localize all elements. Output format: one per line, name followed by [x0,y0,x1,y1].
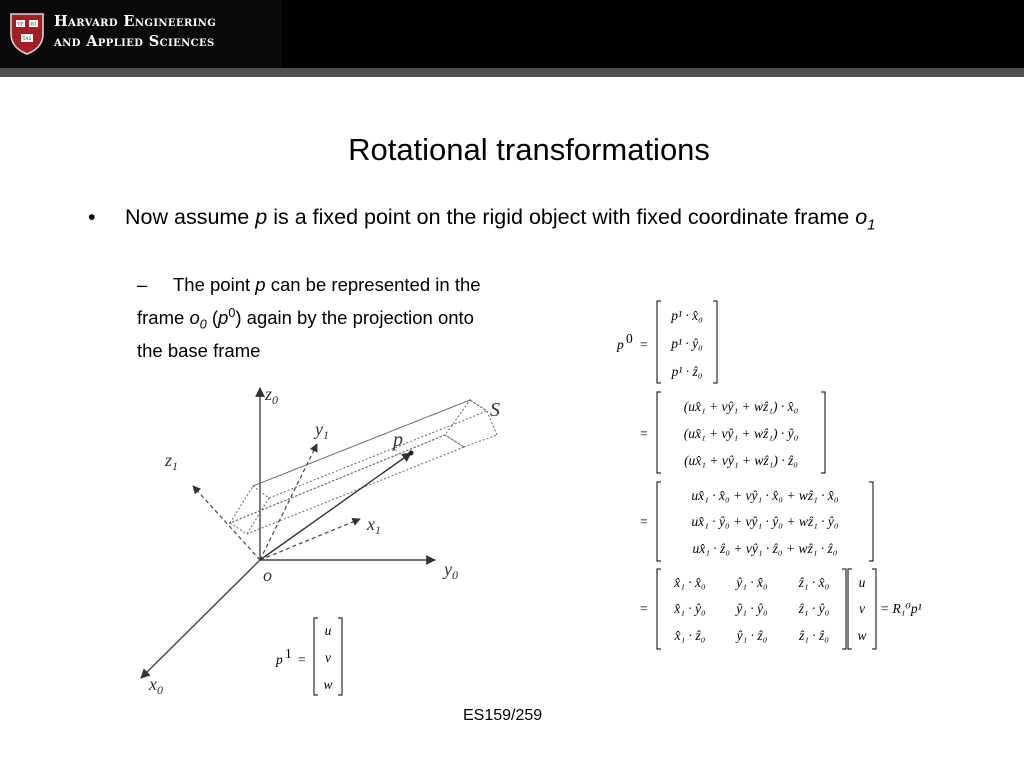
svg-text:ux̂₁ · ŷ₀ + vŷ₁ · ŷ₀ + wẑ₁ · ŷ: ux̂₁ · ŷ₀ + vŷ₁ · ŷ₀ + wẑ₁ · ŷ₀ [691,514,839,529]
svg-text:p: p [617,337,624,352]
svg-text:ẑ₁ · ẑ₀: ẑ₁ · ẑ₀ [798,628,830,643]
sub-bullet-dash: – [137,274,148,295]
svg-text:p¹ · ẑ₀: p¹ · ẑ₀ [671,364,703,379]
sub-bullet-line2: frame $o_0$ $(p^0)$ again by the projection onto [137,305,474,332]
org-name-line1: Harvard Engineering [54,13,217,30]
x0-label: $x_0$ [149,674,163,697]
svg-text:1: 1 [285,646,292,661]
p-vector [260,453,411,560]
harvard-shield-icon [9,12,45,56]
svg-text:ẑ₁ · ŷ₀: ẑ₁ · ŷ₀ [798,601,830,616]
matrix-m2 [640,392,825,473]
bullet-marker: • [88,205,96,229]
svg-text:u: u [858,575,866,590]
x0-axis [141,560,260,678]
header-bar [0,0,1024,68]
svg-text:ẑ₁ · x̂₀: ẑ₁ · x̂₀ [798,575,830,590]
svg-text:ŷ₁ · ẑ₀: ŷ₁ · ẑ₀ [736,628,768,643]
footer-course: ES159/259 [463,707,543,724]
svg-text:v: v [859,601,865,616]
z1-label: $z_1$ [165,450,179,473]
svg-text:x̂₁ · ẑ₀: x̂₁ · ẑ₀ [674,628,706,643]
svg-text:RI: RI [31,22,36,28]
svg-text:v: v [325,650,331,665]
svg-text:x̂₁ · ŷ₀: x̂₁ · ŷ₀ [674,601,706,616]
uvw-vector [848,569,876,649]
svg-text:p: p [276,652,283,667]
svg-text:w: w [323,677,333,692]
matrix-m3 [640,482,873,561]
sub-bullet-line1: The point p can be represented in the [173,274,481,295]
logo-block [0,0,282,68]
x1-label: $x_1$ [367,514,381,537]
svg-text:x̂₁ · x̂₀: x̂₁ · x̂₀ [674,575,706,590]
point-p [409,451,414,456]
rigid-body-s [230,400,497,534]
rotation-result: = R₁⁰p¹ [880,601,922,616]
svg-text:(ux̂₁ + vŷ₁ + wẑ₁) · x̂₀: (ux̂₁ + vŷ₁ + wẑ₁) · x̂₀ [683,399,799,414]
bullet-text: Now assume p is a fixed point on the rigid object with fixed coordinate frame $o_1$ [125,205,876,234]
svg-text:p¹ · ŷ₀: p¹ · ŷ₀ [671,336,703,351]
s-label: S [490,399,500,421]
svg-text:=: = [640,601,648,616]
svg-text:p¹ · x̂₀: p¹ · x̂₀ [671,308,703,323]
svg-text:=: = [640,514,648,529]
org-name-line2: and Applied Sciences [54,33,215,50]
svg-text:=: = [298,652,306,667]
y0-label: $y_0$ [444,559,458,582]
svg-text:w: w [857,628,867,643]
svg-text:VE: VE [17,22,24,28]
svg-text:ŷ₁ · ŷ₀: ŷ₁ · ŷ₀ [736,601,768,616]
p-label: p [393,429,403,451]
svg-text:ux̂₁ · x̂₀ + vŷ₁ · x̂₀ + wẑ₁ ·: ux̂₁ · x̂₀ + vŷ₁ · x̂₀ + wẑ₁ · x̂₀ [691,488,839,503]
sub-bullet-line3: the base frame [137,340,261,361]
org-name [54,12,216,52]
svg-text:(ux̂₁ + vŷ₁ + wẑ₁) · ẑ₀: (ux̂₁ + vŷ₁ + wẑ₁) · ẑ₀ [684,453,798,468]
y1-axis [260,444,317,560]
slide-title: Rotational transformations [348,132,710,167]
svg-text:u: u [324,623,332,638]
svg-text:=: = [640,426,648,441]
z0-label: $z_0$ [265,384,279,407]
svg-text:(ux̂₁ + vŷ₁ + wẑ₁) · ŷ₀: (ux̂₁ + vŷ₁ + wẑ₁) · ŷ₀ [683,426,799,441]
svg-text:TAS: TAS [22,37,32,42]
header-rule [0,68,1024,77]
svg-text:ŷ₁ · x̂₀: ŷ₁ · x̂₀ [736,575,768,590]
p1-vector [272,612,352,700]
svg-text:=: = [640,337,648,352]
matrix-m1 [657,301,717,383]
equation-p0-lhs [616,331,648,352]
rotation-matrix [640,569,846,649]
y1-label: $y_1$ [315,419,329,442]
origin-label: o [263,565,272,585]
projection-equations [612,295,942,657]
svg-text:0: 0 [626,331,633,346]
svg-text:ux̂₁ · ẑ₀ + vŷ₁ · ẑ₀ + wẑ₁ · ẑ: ux̂₁ · ẑ₀ + vŷ₁ · ẑ₀ + wẑ₁ · ẑ₀ [692,541,838,556]
z1-axis [193,486,260,560]
